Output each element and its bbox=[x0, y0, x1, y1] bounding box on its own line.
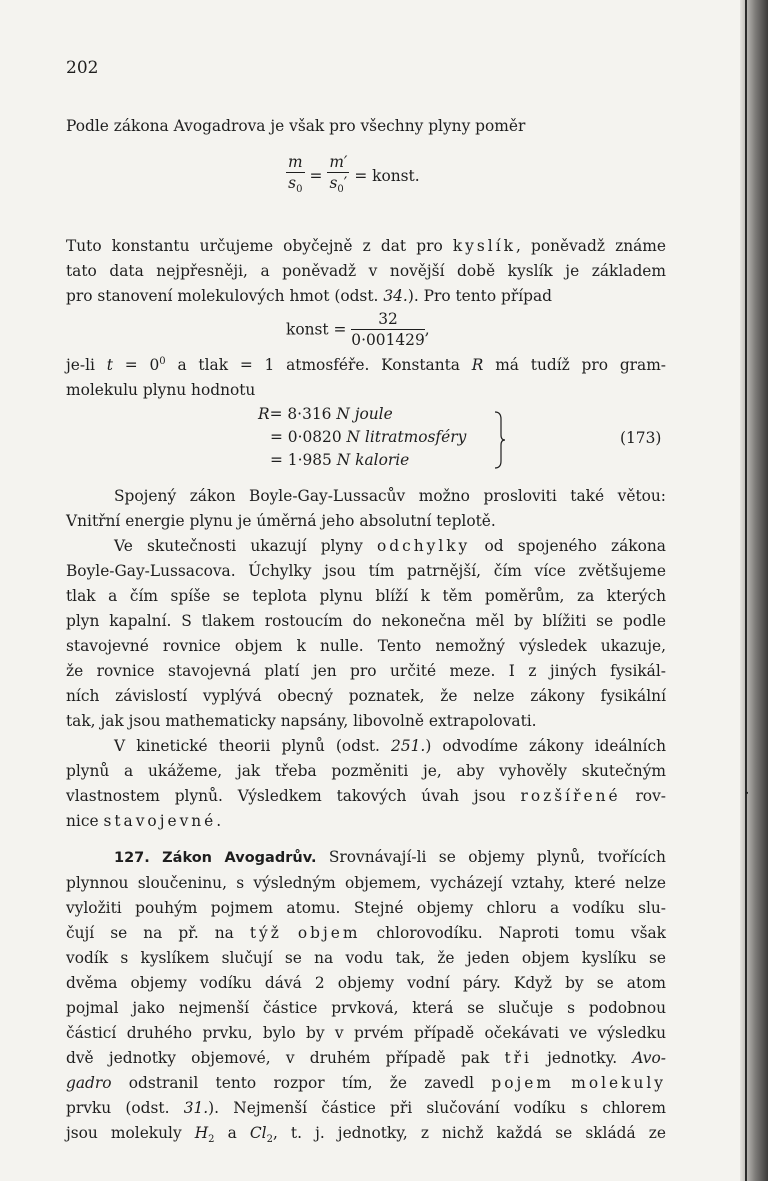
denominator-s0 bbox=[286, 173, 305, 200]
unit-kalorie: kalorie bbox=[355, 451, 410, 469]
numerator-mprime: m′ bbox=[329, 153, 348, 171]
spaced-word-pojem: pojem bbox=[491, 1074, 554, 1092]
text-line: tato data nejpřesněji, a poněvadž v novější době kyslík je základem bbox=[66, 262, 666, 280]
symbol-s: s bbox=[288, 174, 297, 192]
fraction-mprime-s0prime bbox=[327, 152, 349, 200]
text-segment: odstranil tento rozpor tím, že zavedl bbox=[128, 1074, 475, 1092]
text-line: stavojevné rovnice objem k nulle. Tento nemožný výsledek ukazuje, bbox=[66, 637, 666, 655]
text-segment: ) odvodíme zákony ideálních bbox=[425, 737, 666, 755]
spaced-word-tri: tři bbox=[504, 1049, 532, 1067]
text-line: plynů a ukážeme, jak třeba pozměniti je, aby vyhověly skutečným bbox=[66, 762, 666, 780]
text-segment: rov- bbox=[635, 787, 666, 805]
section-title: Zákon Avogadrův. bbox=[162, 850, 317, 866]
text-segment: dvě jednotky objemové, v druhém případě pak bbox=[66, 1049, 490, 1067]
name-avogadro-part2: gadro bbox=[66, 1074, 112, 1092]
value-kalorie: = 1·985 bbox=[270, 451, 332, 469]
paragraph-vnitrni-energie bbox=[66, 484, 666, 534]
text-segment: a bbox=[227, 1124, 237, 1142]
spaced-word-objem: objem bbox=[297, 924, 361, 942]
text-line bbox=[66, 1071, 666, 1096]
text-line bbox=[66, 921, 666, 946]
text-segment: prvku (odst. bbox=[66, 1099, 170, 1117]
text-line: plynnou sloučeninu, s výsledným objemem, vycházejí vztahy, které nelze bbox=[66, 874, 666, 892]
text-segment: V kinetické theorii plynů (odst. bbox=[114, 737, 380, 755]
superscript-zero: 0 bbox=[159, 356, 166, 367]
section-number: 127. bbox=[114, 850, 150, 866]
text-segment: a tlak = 1 atmosféře. Konstanta bbox=[177, 356, 460, 375]
spaced-word-odchylky: odchylky bbox=[376, 537, 471, 555]
symbol-s: s bbox=[329, 174, 338, 192]
page-edge-line bbox=[745, 0, 747, 1181]
text-line: plyn kapalní. S tlakem rostoucím do nekonečna měl by blížiti se podle bbox=[66, 612, 666, 630]
section-reference: 34. bbox=[383, 287, 408, 305]
section-127-zakon-avogadruv bbox=[66, 845, 666, 1152]
equation-rhs: = konst. bbox=[354, 167, 420, 186]
equation-gas-constant-row3 bbox=[270, 451, 409, 469]
section-reference: 251. bbox=[391, 737, 426, 755]
symbol-H: H bbox=[194, 1124, 209, 1142]
text-segment: jsou molekuly bbox=[66, 1124, 182, 1142]
subscript-two: 2 bbox=[208, 1134, 215, 1146]
text-line: Boyle-Gay-Lussacova. Úchylky jsou tím patrnější, čím více zvětšujeme bbox=[66, 562, 666, 580]
value-joule: = 8·316 bbox=[269, 405, 332, 423]
text-line: tak, jak jsou mathematicky napsány, libovolně extrapolovati. bbox=[66, 712, 537, 730]
text-line bbox=[66, 234, 666, 259]
symbol-N: N bbox=[346, 428, 361, 446]
text-line bbox=[66, 734, 666, 759]
text-line: že rovnice stavojevná platí jen pro určité meze. I z jiných fysikál- bbox=[66, 662, 666, 680]
text-line: tlak a čím spíše se teplota plynu blíží k těm poměrům, za kterých bbox=[66, 587, 666, 605]
text-segment: = 0 bbox=[124, 356, 160, 375]
equation-gas-constant-row2 bbox=[270, 428, 466, 446]
text-line: ních závislostí vyplývá obecný poznatek, že nelze zákony fysikální bbox=[66, 687, 666, 705]
text-segment: nice bbox=[66, 812, 99, 830]
subscript-two: 2 bbox=[266, 1134, 273, 1146]
text-segment: jednotky. bbox=[547, 1049, 618, 1067]
text-segment: od spojeného zákona bbox=[484, 537, 666, 555]
equation-konst bbox=[286, 309, 430, 350]
spaced-word-stavojevne: stavojevné bbox=[103, 812, 217, 830]
symbol-R: R bbox=[258, 405, 270, 423]
text-line bbox=[66, 784, 666, 809]
unit-litratmosfery: litratmosféry bbox=[364, 428, 467, 446]
text-segment: , t. j. jednotky, z nichž každá se skládá ze bbox=[272, 1124, 666, 1142]
symbol-N: N bbox=[336, 451, 351, 469]
right-brace bbox=[494, 411, 506, 469]
section-reference: 31. bbox=[183, 1099, 209, 1117]
margin-dot: · bbox=[744, 783, 750, 804]
fraction-m-s0 bbox=[286, 152, 305, 200]
text-line: Vnitřní energie plynu je úměrná jeho absolutní teplotě. bbox=[66, 512, 496, 530]
text-line: vyložiti pouhým pojmem atomu. Stejné objemy chloru a vodíku slu- bbox=[66, 899, 666, 917]
spaced-word-molekuly: molekuly bbox=[571, 1074, 666, 1092]
text-segment: Ve skutečnosti ukazují plyny bbox=[114, 537, 363, 555]
text-segment: . bbox=[216, 812, 222, 830]
value-litratmosfery: = 0·0820 bbox=[270, 428, 342, 446]
paragraph-avogadro-intro bbox=[66, 114, 666, 139]
symbol-N: N bbox=[336, 405, 350, 423]
paragraph-kineticka-theorie bbox=[66, 734, 666, 834]
text-line: molekulu plynu hodnotu bbox=[66, 381, 256, 400]
text-line bbox=[66, 534, 666, 559]
spaced-word-kyslik: kyslík bbox=[452, 237, 516, 255]
equation-ratio bbox=[286, 152, 420, 200]
text-line: pojmal jako nejmenší částice prvková, která se slučuje s podobnou bbox=[66, 999, 666, 1017]
text-segment: má tudíž pro gram- bbox=[495, 356, 666, 375]
konst-label: konst = bbox=[286, 320, 347, 339]
spaced-word-rozsirene: rozšířené bbox=[520, 787, 621, 805]
text-line bbox=[66, 284, 666, 309]
comma: , bbox=[424, 320, 430, 339]
text-line: Spojený zákon Boyle-Gay-Lussacův možno prosloviti také větou: bbox=[114, 487, 666, 505]
text-segment: je-li bbox=[66, 356, 95, 375]
equals-sign: = bbox=[309, 167, 323, 186]
subscript-zero: 0 bbox=[337, 184, 344, 196]
symbol-t: t bbox=[106, 356, 113, 375]
text-line bbox=[66, 845, 666, 871]
equation-gas-constant-row1 bbox=[258, 405, 393, 423]
numerator-m: m bbox=[288, 153, 303, 171]
text-line: dvěma objemy vodíku dává 2 objemy vodní páry. Když by se atom bbox=[66, 974, 666, 992]
text-line: vodík s kyslíkem slučují se na vodu tak, že jeden objem kyslíku se bbox=[66, 949, 666, 967]
text-segment: ). Nejmenší částice při slučování vodíku s chlorem bbox=[208, 1099, 666, 1117]
name-avogadro-part1: Avo- bbox=[632, 1049, 666, 1067]
text-segment: pro stanovení molekulových hmot (odst. bbox=[66, 287, 379, 305]
text-line bbox=[66, 1121, 666, 1152]
symbol-R: R bbox=[471, 356, 484, 375]
equation-number: (173) bbox=[620, 429, 662, 447]
paragraph-odchylky bbox=[66, 534, 666, 734]
text-segment: Srovnávají-li se objemy plynů, tvořících bbox=[328, 848, 666, 866]
paragraph-gram-molekula bbox=[66, 349, 666, 403]
subscript-zero: 0 bbox=[296, 184, 303, 196]
symbol-Cl: Cl bbox=[249, 1124, 267, 1142]
paragraph-konstanta bbox=[66, 234, 666, 309]
denominator-s0prime: $s_0'$ bbox=[329, 174, 348, 196]
unit-joule: joule bbox=[354, 405, 393, 423]
text-segment: chlorovodíku. Naproti tomu však bbox=[376, 924, 666, 942]
page-number: 202 bbox=[66, 58, 99, 78]
numerator-32: 32 bbox=[351, 309, 424, 330]
text-segment: , poněvadž známe bbox=[515, 237, 666, 255]
text-line bbox=[66, 809, 666, 834]
text-segment: ). Pro tento případ bbox=[407, 287, 553, 305]
text-line bbox=[66, 349, 666, 378]
text-segment: vlastnostem plynů. Výsledkem takových úvah jsou bbox=[66, 787, 506, 805]
fraction-konst bbox=[351, 309, 424, 350]
text-line bbox=[66, 1046, 666, 1071]
text-line: částicí druhého prvku, bylo by v prvém případě očekávati ve výsledku bbox=[66, 1024, 666, 1042]
text-segment: čují se na př. na bbox=[66, 924, 234, 942]
text-segment: Tuto konstantu určujeme obyčejně z dat pro bbox=[66, 237, 443, 255]
text-line: Podle zákona Avogadrova je však pro všechny plyny poměr bbox=[66, 117, 526, 135]
spaced-word-tyz: týž bbox=[249, 924, 282, 942]
text-line bbox=[66, 1096, 666, 1121]
denominator-density: 0·001429 bbox=[351, 331, 425, 349]
